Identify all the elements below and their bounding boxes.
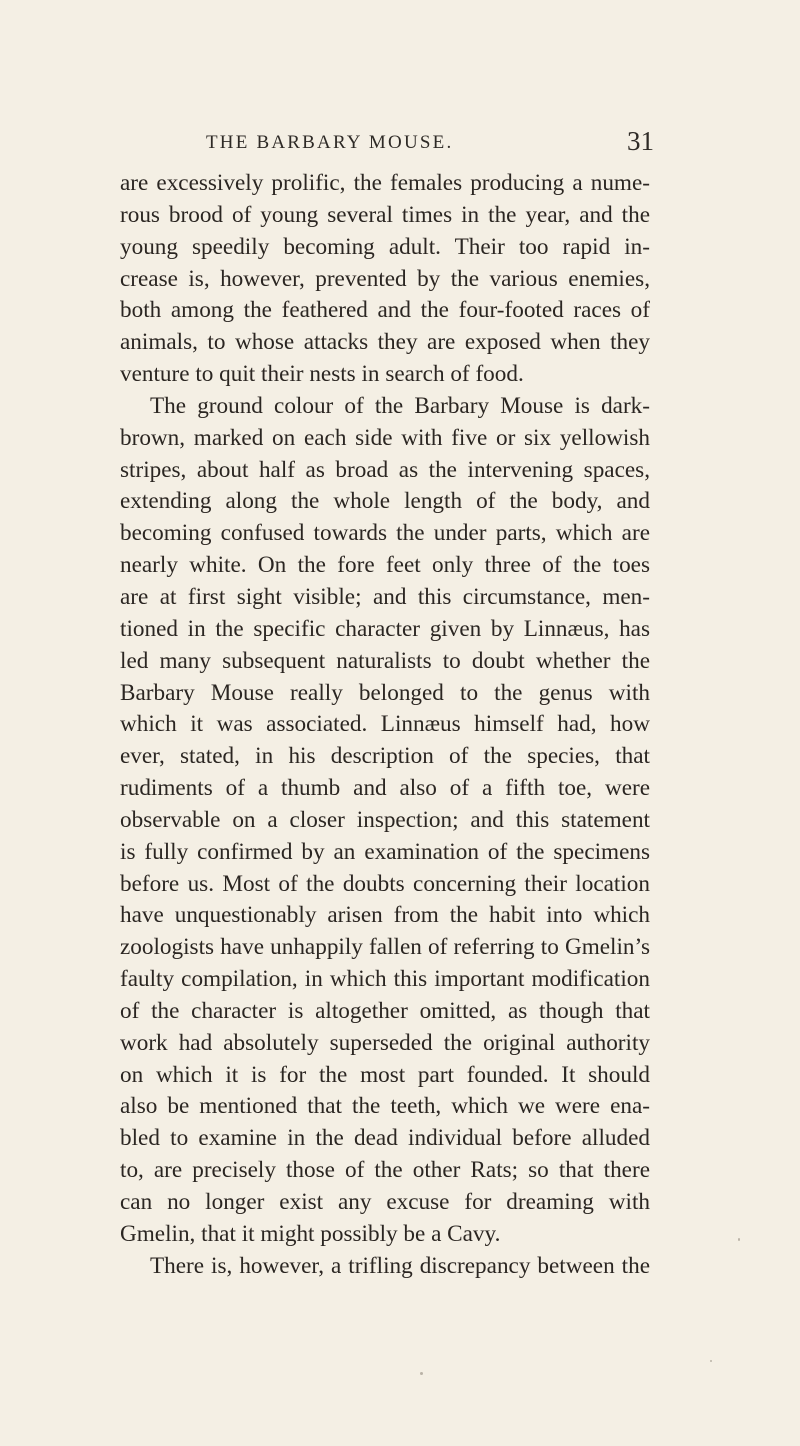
text-line: can no longer exist any excuse for dreaming with — [120, 1189, 650, 1215]
paper-speck — [710, 1360, 712, 1362]
text-line: are at first sight visible; and this circumstance, men- — [120, 583, 650, 610]
text-line: on which it is for the most part founded. It should — [120, 1061, 650, 1088]
text-line: There is, however, a trifling discrepancy between the — [150, 1252, 650, 1279]
paper-speck — [738, 1238, 740, 1241]
text-line: Barbary Mouse really belonged to the genus with — [120, 679, 650, 706]
text-line: venture to quit their nests in search of food. — [120, 361, 524, 388]
text-line: rudiments of a thumb and also of a fifth toe, were — [120, 775, 650, 802]
page-number: 31 — [627, 126, 654, 156]
text-line: crease is, however, prevented by the various enemies, — [120, 265, 650, 292]
text-line: also be mentioned that the teeth, which we were ena- — [120, 1093, 650, 1120]
text-line: bled to examine in the dead individual before alluded — [120, 1125, 650, 1152]
text-line: becoming confused towards the under parts, which are — [120, 520, 650, 547]
text-line: have unquestionably arisen from the habit into which — [120, 902, 650, 929]
text-line: both among the feathered and the four-footed races of — [120, 297, 650, 324]
text-line: work had absolutely superseded the original authority — [120, 1029, 650, 1056]
text-line: of the character is altogether omitted, as though that — [120, 997, 650, 1024]
text-line: which it was associated. Linnæus himself had, how — [120, 711, 650, 738]
text-line: extending along the whole length of the body, and — [120, 488, 650, 515]
text-line: ever, stated, in his description of the species, that — [120, 743, 650, 770]
text-line: led many subsequent naturalists to doubt whether the — [120, 647, 650, 674]
running-head — [206, 126, 654, 166]
paper-speck — [420, 1372, 423, 1375]
running-title: THE BARBARY MOUSE. — [206, 132, 454, 153]
text-line: are excessively prolific, the females producing a nume- — [120, 170, 650, 196]
text-line: rous brood of young several times in the year, and the — [120, 201, 650, 228]
body-text — [120, 168, 650, 1283]
text-line: tioned in the specific character given by Linnæus, has — [120, 615, 650, 642]
text-line: Gmelin, that it might possibly be a Cavy. — [120, 1220, 501, 1247]
text-line: to, are precisely those of the other Rats; so that there — [120, 1157, 650, 1184]
text-line: is fully confirmed by an examination of the specimens — [120, 838, 650, 865]
text-line: brown, marked on each side with five or six yellowish — [120, 424, 650, 451]
text-line: nearly white. On the fore feet only three of the toes — [120, 552, 650, 579]
text-line: faulty compilation, in which this important modification — [120, 966, 650, 993]
text-line: stripes, about half as broad as the intervening spaces, — [120, 456, 650, 483]
text-line: The ground colour of the Barbary Mouse is dark- — [150, 392, 650, 419]
text-line: observable on a closer inspection; and this statement — [120, 806, 650, 833]
text-line: zoologists have unhappily fallen of referring to Gmelin’s — [120, 934, 650, 961]
text-line: before us. Most of the doubts concerning their location — [120, 870, 650, 897]
text-line: young speedily becoming adult. Their too rapid in- — [120, 233, 650, 260]
text-line: animals, to whose attacks they are exposed when they — [120, 329, 650, 356]
